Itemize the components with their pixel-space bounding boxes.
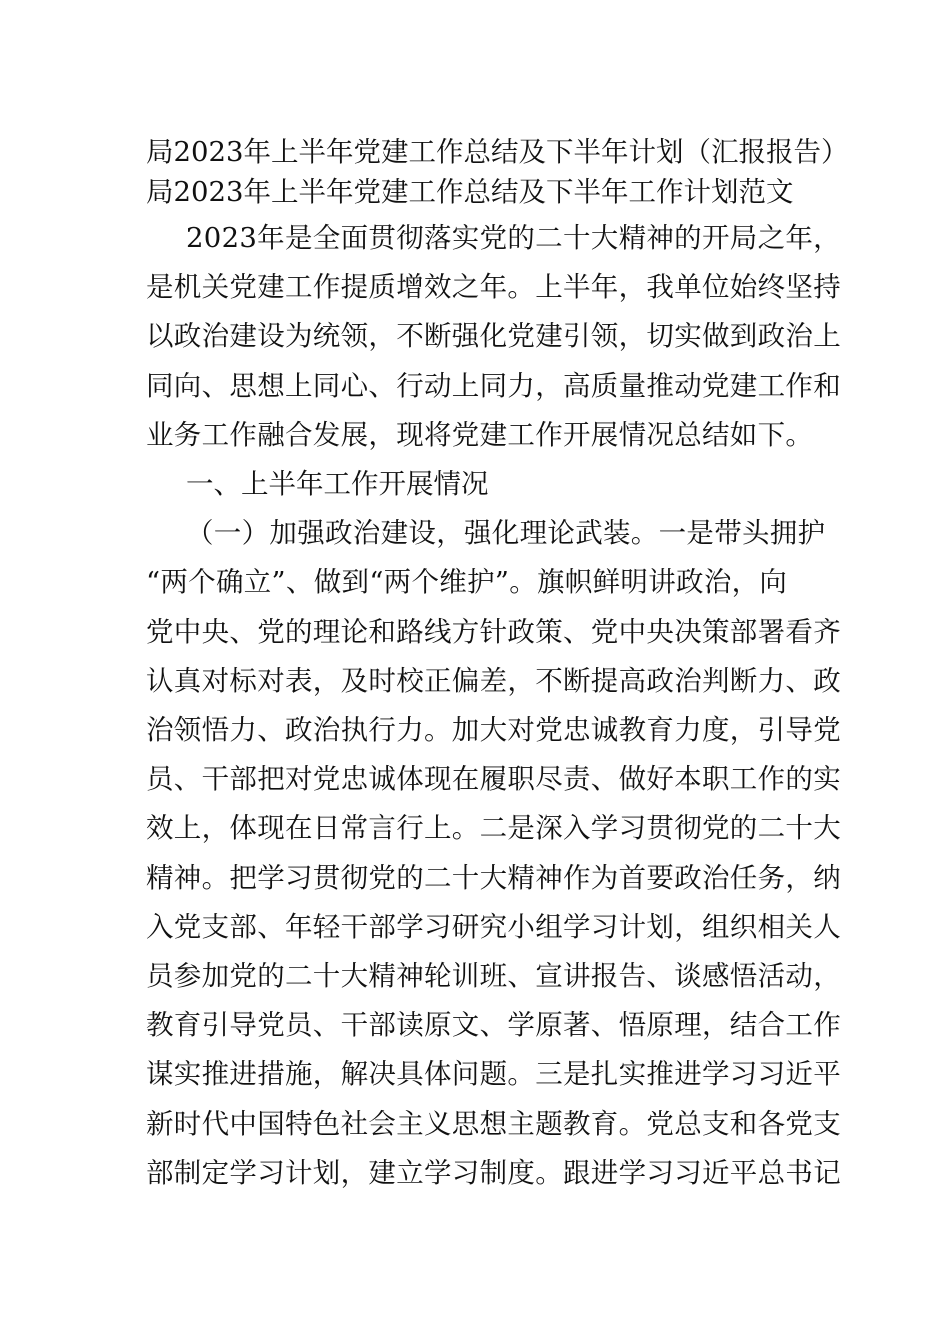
section1-line: 教育引导党员、干部读原文、学原著、悟原理，结合工作 (146, 1009, 841, 1042)
section1-line: 员、干部把对党忠诚体现在履职尽责、做好本职工作的实 (146, 763, 841, 796)
intro-line: 2023年是全面贯彻落实党的二十大精神的开局之年， (186, 222, 841, 254)
section1-line: 党中央、党的理论和路线方针政策、党中央决策部署看齐 (146, 615, 841, 648)
section1-line: 谋实推进措施，解决具体问题。三是扎实推进学习习近平 (146, 1058, 841, 1091)
intro-line: 同向、思想上同心、行动上同力，高质量推动党建工作和 (146, 369, 841, 402)
section1-line: 新时代中国特色社会主义思想主题教育。党总支和各党支 (146, 1107, 841, 1140)
intro-line: 是机关党建工作提质增效之年。上半年，我单位始终坚持 (146, 271, 841, 304)
section1-paragraph (146, 509, 841, 1198)
section1-line: 员参加党的二十大精神轮训班、宣讲报告、谈感悟活动， (146, 960, 841, 993)
section1-line: 治领悟力、政治执行力。加大对党忠诚教育力度，引导党 (146, 714, 841, 747)
section-heading: 一、上半年工作开展情况 (186, 468, 489, 501)
section1-line: 认真对标对表，及时校正偏差，不断提高政治判断力、政 (146, 664, 841, 697)
section1-line: 精神。把学习贯彻党的二十大精神作为首要政治任务，纳 (146, 861, 841, 894)
section1-line: 部制定学习计划，建立学习制度。跟进学习习近平总书记 (146, 1156, 841, 1189)
document-subtitle: 局2023年上半年党建工作总结及下半年工作计划范文 (146, 176, 794, 208)
section1-line: “两个确立”、做到“两个维护”。旗帜鲜明讲政治，向 (146, 566, 788, 599)
document-page (146, 132, 849, 1198)
section1-line: 入党支部、年轻干部学习研究小组学习计划，组织相关人 (146, 910, 841, 943)
intro-paragraph (146, 214, 841, 460)
document-title: 局2023年上半年党建工作总结及下半年计划（汇报报告） (146, 136, 849, 168)
section1-line: 效上，体现在日常言行上。二是深入学习贯彻党的二十大 (146, 812, 841, 845)
intro-line: 业务工作融合发展，现将党建工作开展情况总结如下。 (146, 418, 814, 451)
intro-line: 以政治建设为统领，不断强化党建引领，切实做到政治上 (146, 320, 841, 353)
section1-line: （一）加强政治建设，强化理论武装。一是带头拥护 (186, 517, 826, 550)
